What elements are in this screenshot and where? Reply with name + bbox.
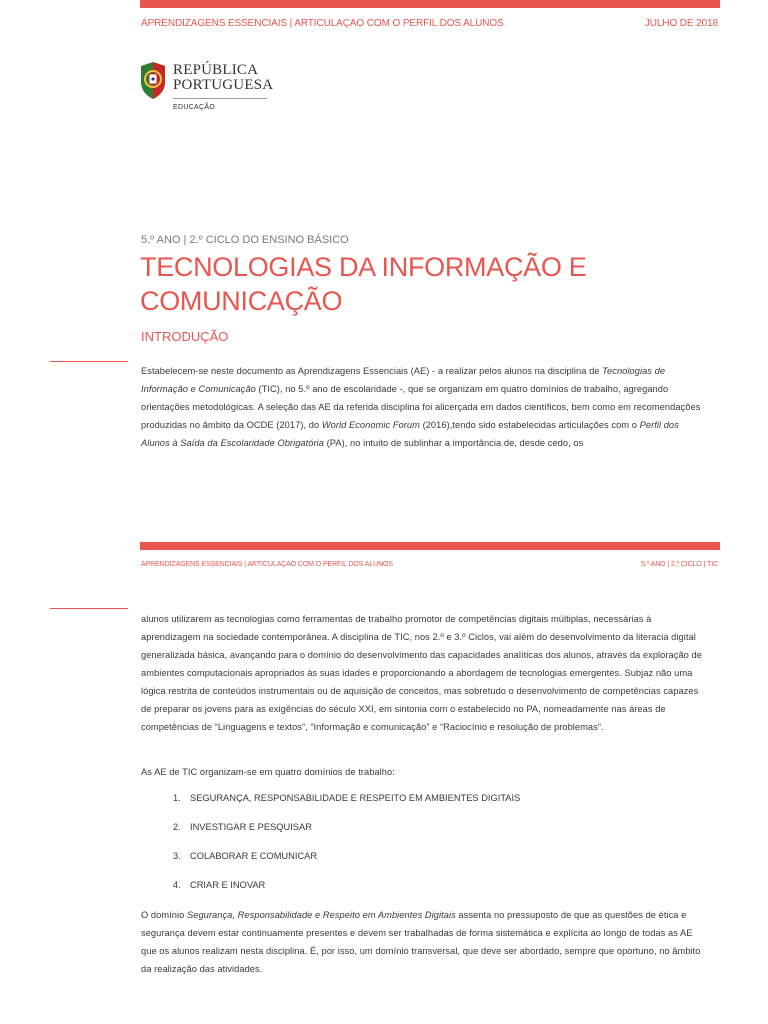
list-item: [173, 822, 573, 832]
intro-italic-1: Tecnologias de Informação e Comunicação: [141, 366, 666, 394]
document-title: [140, 250, 700, 318]
final-text-2: assenta no pressuposto de que as questões de ética e segurança devem estar continuamente presentes e devem ser trabalhadas de forma sistemática e explícita ao longo de todas as AE que os alunos realizam nesta disciplina. É, por isso, um domínio transversal, que deve ser abordado, sempre que oportuno, no âmbito da realização das atividades.: [141, 910, 701, 974]
list-number: 1.: [173, 793, 181, 803]
intro-italic-2: World Economic Forum: [321, 420, 420, 430]
intro-text-1: Estabelecem-se neste documento as Aprendizagens Essenciais (AE) - a realizar pelos alunos na disciplina de: [141, 366, 603, 376]
grade-subtitle: 5.º ANO | 2.º CICLO DO ENSINO BÁSICO: [141, 234, 349, 246]
republica-portuguesa-logo: [138, 60, 278, 116]
final-paragraph: [141, 906, 703, 978]
coat-of-arms-icon: [138, 60, 168, 100]
list-label: INVESTIGAR E PESQUISAR: [190, 822, 312, 832]
page2-header-left: APRENDIZAGENS ESSENCIAIS | ARTICULAÇAO COM O PERFIL DOS ALUNOS: [141, 561, 393, 568]
intro-text-3: (2016),tendo sido estabelecidas articulações com o: [419, 420, 640, 430]
list-item: [173, 793, 573, 803]
side-rule-2: [50, 608, 128, 609]
side-rule-1: [50, 361, 128, 362]
header-date: JULHO DE 2018: [644, 18, 718, 29]
list-number: 2.: [173, 822, 181, 832]
logo-wordmark: [173, 63, 273, 93]
logo-line-1: REPÚBLICA: [173, 62, 259, 78]
title-line-1: TECNOLOGIAS DA INFORMAÇÃO E: [140, 252, 587, 282]
logo-subtitle: EDUCAÇÃO: [173, 104, 216, 111]
logo-divider: [173, 98, 267, 99]
continuation-paragraph: alunos utilizarem as tecnologias como ferramentas de trabalho promotor de competências digitais múltiplas, necessárias à aprendizagem na sociedade contemporânea. A disciplina de TIC, nos 2.º e 3.º Ciclos, vai além do desenvolvimento da literacia digital generalizada básica, avançando para o domínio do desenvolvimento das capacidades analíticas dos alunos, através da exploração de ambientes computacionais apropriados às suas idades e proporcionando a abordagem de tecnologias emergentes. Subjaz não uma lógica restrita de conteúdos instrumentais ou de aquisição de conceitos, mas sobretudo o desenvolvimento de competências capazes de preparar os jovens para as exigências do século XXI, em sintonia com o estabelecido no PA, nomeadamente nas áreas de competências de “Linguagens e textos”, “Informação e comunicação” e “Raciocínio e resolução de problemas”.: [141, 614, 702, 732]
page2-accent-bar: [140, 542, 720, 550]
title-line-2: COMUNICAÇÃO: [140, 286, 343, 316]
top-accent-bar: [140, 0, 720, 8]
final-text-1: O domínio: [141, 910, 187, 920]
intro-text-4: (PA), no intuito de sublinhar a importância de, desde cedo, os: [324, 438, 584, 448]
list-label: CRIAR E INOVAR: [190, 880, 266, 890]
domains-intro: As AE de TIC organizam-se em quatro domínios de trabalho:: [141, 767, 395, 777]
list-item: [173, 880, 573, 890]
list-item: [173, 851, 573, 861]
header-left-text: APRENDIZAGENS ESSENCIAIS | ARTICULAÇAO COM O PERFIL DOS ALUNOS: [141, 18, 504, 29]
intro-paragraph: [141, 362, 703, 452]
page2-header-right: 5.º ANO | 2.º CICLO | TIC: [641, 561, 718, 568]
list-number: 3.: [173, 851, 181, 861]
list-number: 4.: [173, 880, 181, 890]
intro-text-2: (TIC), no 5.º ano de escolaridade -, que se organizam em quatro domínios de trabalho, agregando orientações metodológicas. A seleção das AE da referida disciplina foi alicerçada em dados científicos, bem como em recomendações produzidas no âmbito da OCDE (2017), do: [141, 384, 701, 430]
intro-italic-3: Perfil dos Alunos à Saída da Escolaridade Obrigatória: [141, 420, 679, 448]
list-label: SEGURANÇA, RESPONSABILIDADE E RESPEITO EM AMBIENTES DIGITAIS: [190, 793, 521, 803]
list-label: COLABORAR E COMUNICAR: [190, 851, 318, 861]
final-italic-1: Segurança, Responsabilidade e Respeito em Ambientes Digitais: [186, 910, 456, 920]
logo-line-2: PORTUGUESA: [173, 77, 274, 93]
section-heading: INTRODUÇÃO: [141, 329, 229, 344]
